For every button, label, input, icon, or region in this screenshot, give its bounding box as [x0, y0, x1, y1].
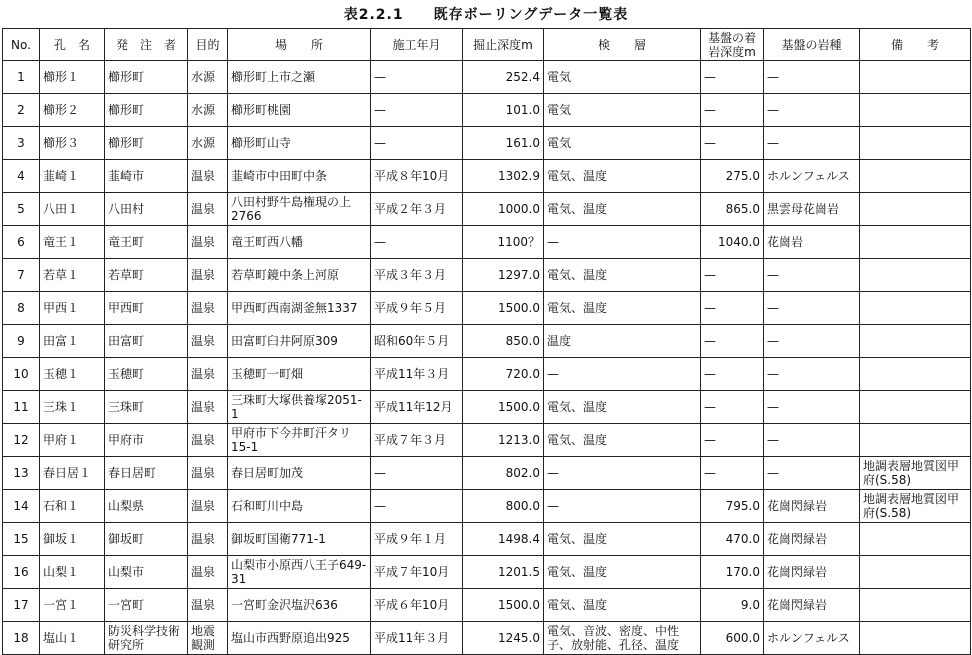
cell-basement-depth: —	[701, 292, 764, 325]
cell-no: 13	[3, 457, 40, 490]
header-basement-rock: 基盤の岩種	[764, 29, 860, 61]
cell-location: 石和町川中島	[228, 490, 371, 523]
cell-basement-depth: —	[701, 61, 764, 94]
cell-client: 三珠町	[105, 391, 188, 424]
cell-basement-rock: ホルンフェルス	[764, 622, 860, 655]
cell-location: 櫛形町上市之瀬	[228, 61, 371, 94]
cell-drilled-depth: 252.4	[463, 61, 544, 94]
header-client: 発 注 者	[105, 29, 188, 61]
cell-purpose: 温泉	[188, 457, 228, 490]
cell-no: 18	[3, 622, 40, 655]
cell-location: 竜王町西八幡	[228, 226, 371, 259]
cell-hole-name: 田富１	[40, 325, 105, 358]
table-row	[3, 94, 971, 127]
cell-hole-name: 甲府１	[40, 424, 105, 457]
table-row	[3, 589, 971, 622]
cell-drilled-depth: 800.0	[463, 490, 544, 523]
cell-purpose: 水源	[188, 127, 228, 160]
cell-remarks	[860, 325, 971, 358]
cell-client: 御坂町	[105, 523, 188, 556]
cell-basement-rock: —	[764, 391, 860, 424]
cell-remarks	[860, 127, 971, 160]
cell-logging: 電気、温度	[544, 391, 701, 424]
cell-basement-rock: —	[764, 94, 860, 127]
cell-remarks	[860, 523, 971, 556]
cell-logging: 電気、温度	[544, 589, 701, 622]
cell-client: 櫛形町	[105, 127, 188, 160]
cell-location: 櫛形町山寺	[228, 127, 371, 160]
cell-purpose: 温泉	[188, 490, 228, 523]
cell-basement-depth: —	[701, 424, 764, 457]
cell-hole-name: 三珠１	[40, 391, 105, 424]
cell-basement-depth: 865.0	[701, 193, 764, 226]
cell-construction-date: —	[371, 61, 463, 94]
cell-no: 14	[3, 490, 40, 523]
cell-purpose: 温泉	[188, 193, 228, 226]
cell-logging: 温度	[544, 325, 701, 358]
cell-construction-date: 平成11年３月	[371, 622, 463, 655]
cell-hole-name: 春日居１	[40, 457, 105, 490]
cell-logging: —	[544, 490, 701, 523]
cell-construction-date: 昭和60年５月	[371, 325, 463, 358]
cell-location: 田富町臼井阿原309	[228, 325, 371, 358]
cell-remarks	[860, 94, 971, 127]
cell-purpose: 温泉	[188, 589, 228, 622]
cell-hole-name: 甲西１	[40, 292, 105, 325]
table-row	[3, 325, 971, 358]
cell-hole-name: 竜王１	[40, 226, 105, 259]
header-construction-date: 施工年月	[371, 29, 463, 61]
cell-basement-depth: 1040.0	[701, 226, 764, 259]
cell-basement-rock: —	[764, 457, 860, 490]
cell-drilled-depth: 1245.0	[463, 622, 544, 655]
table-row	[3, 160, 971, 193]
cell-client: 櫛形町	[105, 61, 188, 94]
cell-construction-date: —	[371, 490, 463, 523]
cell-basement-depth: —	[701, 457, 764, 490]
cell-basement-rock: —	[764, 292, 860, 325]
cell-no: 16	[3, 556, 40, 589]
cell-client: 山梨市	[105, 556, 188, 589]
cell-basement-rock: 黒雲母花崗岩	[764, 193, 860, 226]
cell-client: 一宮町	[105, 589, 188, 622]
cell-basement-depth: 170.0	[701, 556, 764, 589]
cell-no: 8	[3, 292, 40, 325]
cell-client: 春日居町	[105, 457, 188, 490]
cell-client: 甲府市	[105, 424, 188, 457]
cell-location: 春日居町加茂	[228, 457, 371, 490]
cell-hole-name: 塩山１	[40, 622, 105, 655]
cell-no: 10	[3, 358, 40, 391]
cell-hole-name: 石和１	[40, 490, 105, 523]
cell-hole-name: 八田１	[40, 193, 105, 226]
cell-drilled-depth: 1500.0	[463, 589, 544, 622]
cell-no: 15	[3, 523, 40, 556]
cell-basement-depth: 600.0	[701, 622, 764, 655]
boring-data-table	[2, 28, 971, 655]
cell-construction-date: 平成11年12月	[371, 391, 463, 424]
cell-hole-name: 若草１	[40, 259, 105, 292]
table-row	[3, 523, 971, 556]
cell-basement-rock: 花崗岩	[764, 226, 860, 259]
cell-logging: 電気、温度	[544, 259, 701, 292]
cell-no: 11	[3, 391, 40, 424]
cell-drilled-depth: 101.0	[463, 94, 544, 127]
table-row	[3, 292, 971, 325]
cell-basement-rock: 花崗閃緑岩	[764, 589, 860, 622]
cell-drilled-depth: 1297.0	[463, 259, 544, 292]
cell-basement-rock: —	[764, 127, 860, 160]
cell-client: 若草町	[105, 259, 188, 292]
cell-basement-depth: —	[701, 358, 764, 391]
cell-purpose: 温泉	[188, 325, 228, 358]
table-row	[3, 226, 971, 259]
cell-drilled-depth: 1201.5	[463, 556, 544, 589]
cell-construction-date: —	[371, 457, 463, 490]
cell-drilled-depth: 802.0	[463, 457, 544, 490]
cell-basement-depth: —	[701, 391, 764, 424]
header-drilled-depth: 掘止深度m	[463, 29, 544, 61]
cell-drilled-depth: 1500.0	[463, 391, 544, 424]
cell-logging: 電気、温度	[544, 292, 701, 325]
cell-hole-name: 櫛形２	[40, 94, 105, 127]
cell-no: 7	[3, 259, 40, 292]
header-purpose: 目的	[188, 29, 228, 61]
cell-client: 竜王町	[105, 226, 188, 259]
cell-location: 塩山市西野原追出925	[228, 622, 371, 655]
cell-purpose: 温泉	[188, 259, 228, 292]
cell-logging: 電気	[544, 127, 701, 160]
cell-purpose: 水源	[188, 61, 228, 94]
cell-drilled-depth: 1498.4	[463, 523, 544, 556]
cell-logging: 電気、温度	[544, 193, 701, 226]
cell-purpose: 温泉	[188, 523, 228, 556]
cell-construction-date: 平成11年３月	[371, 358, 463, 391]
cell-basement-depth: 470.0	[701, 523, 764, 556]
cell-hole-name: 一宮１	[40, 589, 105, 622]
cell-purpose: 温泉	[188, 292, 228, 325]
cell-location: 甲府市下今井町汗タリ15-1	[228, 424, 371, 457]
cell-basement-rock: ホルンフェルス	[764, 160, 860, 193]
cell-purpose: 水源	[188, 94, 228, 127]
cell-remarks	[860, 193, 971, 226]
cell-client: 田富町	[105, 325, 188, 358]
cell-remarks	[860, 226, 971, 259]
cell-location: 山梨市小原西八王子649-31	[228, 556, 371, 589]
cell-construction-date: 平成７年10月	[371, 556, 463, 589]
cell-purpose: 温泉	[188, 424, 228, 457]
cell-construction-date: 平成２年３月	[371, 193, 463, 226]
cell-construction-date: 平成８年10月	[371, 160, 463, 193]
cell-remarks	[860, 358, 971, 391]
header-logging: 検 層	[544, 29, 701, 61]
cell-remarks: 地調表層地質図甲府(S.58)	[860, 457, 971, 490]
cell-no: 3	[3, 127, 40, 160]
cell-basement-depth: 275.0	[701, 160, 764, 193]
cell-no: 2	[3, 94, 40, 127]
cell-remarks	[860, 391, 971, 424]
table-row	[3, 127, 971, 160]
cell-no: 1	[3, 61, 40, 94]
cell-purpose: 温泉	[188, 226, 228, 259]
cell-location: 櫛形町桃園	[228, 94, 371, 127]
cell-remarks	[860, 556, 971, 589]
cell-hole-name: 御坂１	[40, 523, 105, 556]
cell-logging: —	[544, 457, 701, 490]
cell-logging: 電気、温度	[544, 424, 701, 457]
cell-location: 三珠町大塚供養塚2051-1	[228, 391, 371, 424]
table-row	[3, 622, 971, 655]
table-row	[3, 490, 971, 523]
cell-hole-name: 玉穂１	[40, 358, 105, 391]
cell-basement-rock: —	[764, 358, 860, 391]
cell-no: 12	[3, 424, 40, 457]
cell-construction-date: 平成７年３月	[371, 424, 463, 457]
cell-location: 若草町鏡中条上河原	[228, 259, 371, 292]
cell-client: 山梨県	[105, 490, 188, 523]
cell-hole-name: 櫛形３	[40, 127, 105, 160]
header-no: No.	[3, 29, 40, 61]
cell-basement-depth: —	[701, 325, 764, 358]
cell-drilled-depth: 1500.0	[463, 292, 544, 325]
cell-purpose: 温泉	[188, 358, 228, 391]
cell-drilled-depth: 1000.0	[463, 193, 544, 226]
cell-purpose: 地震観測	[188, 622, 228, 655]
table-row	[3, 61, 971, 94]
cell-logging: 電気、温度	[544, 556, 701, 589]
table-header-row	[3, 29, 971, 61]
cell-drilled-depth: 161.0	[463, 127, 544, 160]
cell-construction-date: 平成９年１月	[371, 523, 463, 556]
cell-no: 9	[3, 325, 40, 358]
cell-logging: —	[544, 226, 701, 259]
cell-basement-depth: —	[701, 127, 764, 160]
header-location: 場 所	[228, 29, 371, 61]
header-basement-depth: 基盤の着岩深度m	[701, 29, 764, 61]
cell-basement-depth: —	[701, 94, 764, 127]
cell-logging: 電気	[544, 61, 701, 94]
cell-basement-rock: 花崗閃緑岩	[764, 490, 860, 523]
table-row	[3, 193, 971, 226]
cell-basement-rock: —	[764, 325, 860, 358]
cell-drilled-depth: 1213.0	[463, 424, 544, 457]
cell-remarks	[860, 160, 971, 193]
cell-no: 17	[3, 589, 40, 622]
table-row	[3, 424, 971, 457]
cell-client: 櫛形町	[105, 94, 188, 127]
cell-remarks	[860, 622, 971, 655]
header-remarks: 備 考	[860, 29, 971, 61]
cell-basement-rock: —	[764, 61, 860, 94]
cell-construction-date: 平成３年３月	[371, 259, 463, 292]
cell-purpose: 温泉	[188, 391, 228, 424]
cell-client: 防災科学技術研究所	[105, 622, 188, 655]
header-hole-name: 孔 名	[40, 29, 105, 61]
cell-drilled-depth: 720.0	[463, 358, 544, 391]
cell-construction-date: —	[371, 127, 463, 160]
cell-basement-depth: —	[701, 259, 764, 292]
cell-logging: 電気、温度	[544, 160, 701, 193]
cell-location: 玉穂町一町畑	[228, 358, 371, 391]
cell-location: 甲西町西南湖釜無1337	[228, 292, 371, 325]
cell-location: 韮崎市中田町中条	[228, 160, 371, 193]
cell-purpose: 温泉	[188, 556, 228, 589]
cell-construction-date: 平成９年５月	[371, 292, 463, 325]
cell-location: 八田村野牛島権現の上2766	[228, 193, 371, 226]
cell-remarks: 地調表層地質図甲府(S.58)	[860, 490, 971, 523]
table-row	[3, 556, 971, 589]
cell-basement-depth: 795.0	[701, 490, 764, 523]
cell-logging: 電気	[544, 94, 701, 127]
cell-basement-depth: 9.0	[701, 589, 764, 622]
cell-logging: 電気、温度	[544, 523, 701, 556]
cell-remarks	[860, 424, 971, 457]
cell-remarks	[860, 589, 971, 622]
table-body	[3, 61, 971, 655]
cell-hole-name: 山梨１	[40, 556, 105, 589]
cell-purpose: 温泉	[188, 160, 228, 193]
cell-construction-date: —	[371, 94, 463, 127]
cell-no: 5	[3, 193, 40, 226]
cell-construction-date: 平成６年10月	[371, 589, 463, 622]
cell-drilled-depth: 1100？	[463, 226, 544, 259]
cell-client: 甲西町	[105, 292, 188, 325]
cell-logging: 電気、音波、密度、中性子、放射能、孔径、温度	[544, 622, 701, 655]
cell-drilled-depth: 850.0	[463, 325, 544, 358]
cell-client: 玉穂町	[105, 358, 188, 391]
cell-drilled-depth: 1302.9	[463, 160, 544, 193]
table-row	[3, 259, 971, 292]
cell-client: 八田村	[105, 193, 188, 226]
cell-client: 韮崎市	[105, 160, 188, 193]
cell-no: 6	[3, 226, 40, 259]
cell-remarks	[860, 292, 971, 325]
cell-construction-date: —	[371, 226, 463, 259]
cell-location: 御坂町国衛771-1	[228, 523, 371, 556]
cell-no: 4	[3, 160, 40, 193]
cell-remarks	[860, 259, 971, 292]
cell-basement-rock: —	[764, 424, 860, 457]
table-row	[3, 457, 971, 490]
cell-hole-name: 韮崎１	[40, 160, 105, 193]
page-title: 表2.2.1 既存ボーリングデータ一覧表	[343, 7, 629, 23]
cell-basement-rock: 花崗閃緑岩	[764, 523, 860, 556]
cell-remarks	[860, 61, 971, 94]
table-row	[3, 358, 971, 391]
table-row	[3, 391, 971, 424]
cell-logging: —	[544, 358, 701, 391]
cell-basement-rock: 花崗閃緑岩	[764, 556, 860, 589]
cell-hole-name: 櫛形１	[40, 61, 105, 94]
cell-location: 一宮町金沢塩沢636	[228, 589, 371, 622]
cell-basement-rock: —	[764, 259, 860, 292]
